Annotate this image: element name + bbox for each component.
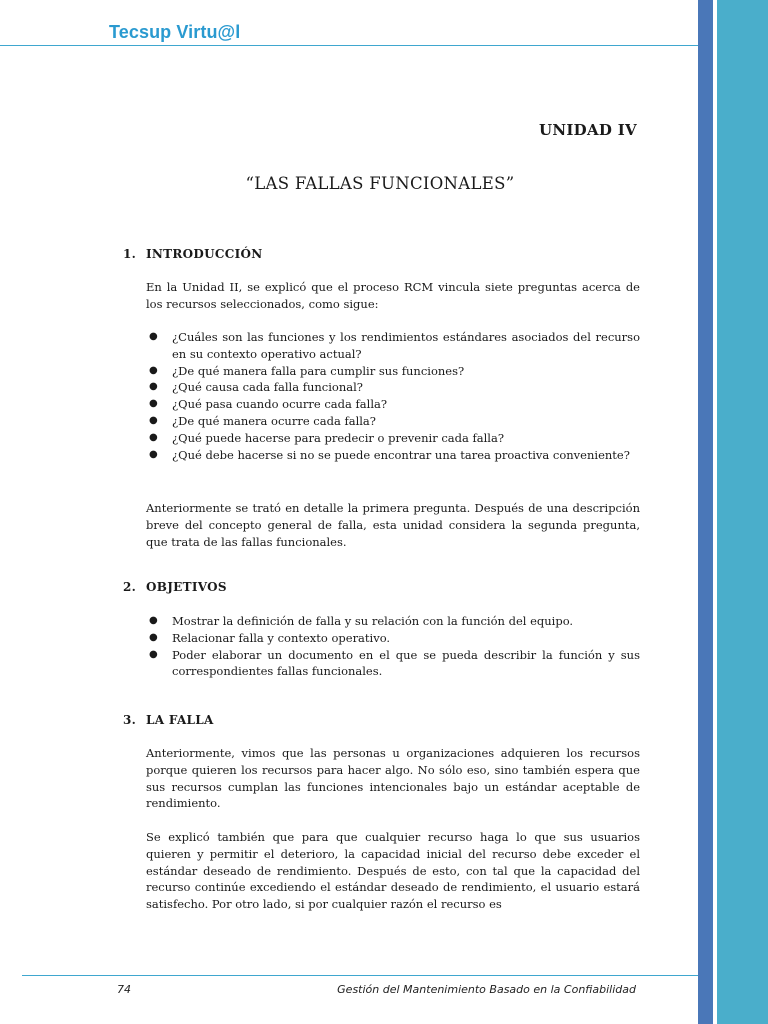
- section-title: OBJETIVOS: [146, 580, 227, 594]
- side-bar-teal: [717, 0, 768, 1024]
- section-number: 2.: [123, 580, 137, 594]
- list-item: ● ¿Qué pasa cuando ocurre cada falla?: [149, 397, 388, 412]
- bullet-icon: ●: [149, 615, 158, 626]
- bullet-icon: ●: [149, 414, 158, 426]
- list-item: ● ¿Qué causa cada falla funcional?: [149, 380, 363, 395]
- bullet-icon: ●: [149, 398, 158, 410]
- list-item: ● Poder elaborar un documento en el que se pueda describir la función y sus correspondientes fallas funcionales.: [149, 647, 640, 679]
- bullet-icon: ●: [149, 381, 158, 393]
- bullet-icon: ●: [149, 631, 158, 643]
- list-item: ● ¿De qué manera ocurre cada falla?: [149, 413, 376, 428]
- page-number: 74: [117, 983, 131, 996]
- tecsup-logo: Tecsup Virtu@l: [109, 22, 241, 42]
- bullet-icon: ●: [149, 448, 158, 460]
- objectives-list: [146, 613, 640, 680]
- body-paragraph: Anteriormente, vimos que las personas u organizaciones adquieren los recursos porque quieren los recursos para hacer algo. No sólo eso, sino también espera que sus recursos cumplan las funciones intencionales bajo un estándar aceptable de rendimiento.: [146, 746, 640, 811]
- list-item: ● ¿Qué debe hacerse si no se puede encontrar una tarea proactiva conveniente?: [149, 447, 630, 462]
- closing-paragraph: Anteriormente se trató en detalle la primera pregunta. Después de una descripción breve del concepto general de falla, esta unidad considera la segunda pregunta, que trata de las fallas funcionales.: [146, 501, 640, 549]
- list-item: ● ¿De qué manera falla para cumplir sus funciones?: [149, 363, 465, 378]
- list-item: ● Relacionar falla y contexto operativo.: [149, 630, 391, 645]
- page-title: “LAS FALLAS FUNCIONALES”: [245, 174, 515, 193]
- header-divider: [0, 45, 698, 46]
- bullet-icon: ●: [149, 364, 158, 376]
- section-number: 1.: [123, 247, 137, 261]
- rcm-questions-list: [146, 329, 640, 463]
- bullet-icon: ●: [149, 431, 158, 443]
- list-item: ● Mostrar la definición de falla y su relación con la función del equipo.: [149, 614, 574, 628]
- body-paragraph: Se explicó también que para que cualquier recurso haga lo que sus usuarios quieren y permitir el deterioro, la capacidad inicial del recurso debe exceder el estándar deseado de rendimiento. Después de esto, con tal que la capacidad del recurso continúe excediendo el estándar deseado de rendimiento, el usuario estará satisfecho. Por otro lado, si por cualquier razón el recurso es: [146, 830, 640, 912]
- section-title: LA FALLA: [146, 713, 214, 727]
- side-bar-blue: [698, 0, 713, 1024]
- section-number: 3.: [123, 713, 137, 727]
- footer-divider: [22, 975, 698, 976]
- section-title: INTRODUCCIÓN: [146, 247, 263, 261]
- section-heading-la-falla: [123, 713, 214, 727]
- footer-course-title: Gestión del Mantenimiento Basado en la Confiabilidad: [337, 983, 636, 996]
- bullet-icon: ●: [149, 648, 158, 660]
- intro-paragraph: En la Unidad II, se explicó que el proceso RCM vincula siete preguntas acerca de los recursos seleccionados, como sigue:: [146, 280, 640, 311]
- list-item: ● ¿Qué puede hacerse para predecir o prevenir cada falla?: [149, 430, 505, 445]
- list-item: ● ¿Cuáles son las funciones y los rendimientos estándares asociados del recurso en su contexto operativo actual?: [149, 330, 640, 361]
- section-heading-introduccion: [123, 247, 263, 261]
- section-heading-objetivos: [123, 580, 227, 594]
- unit-label: UNIDAD IV: [538, 121, 637, 139]
- bullet-icon: ●: [149, 331, 158, 342]
